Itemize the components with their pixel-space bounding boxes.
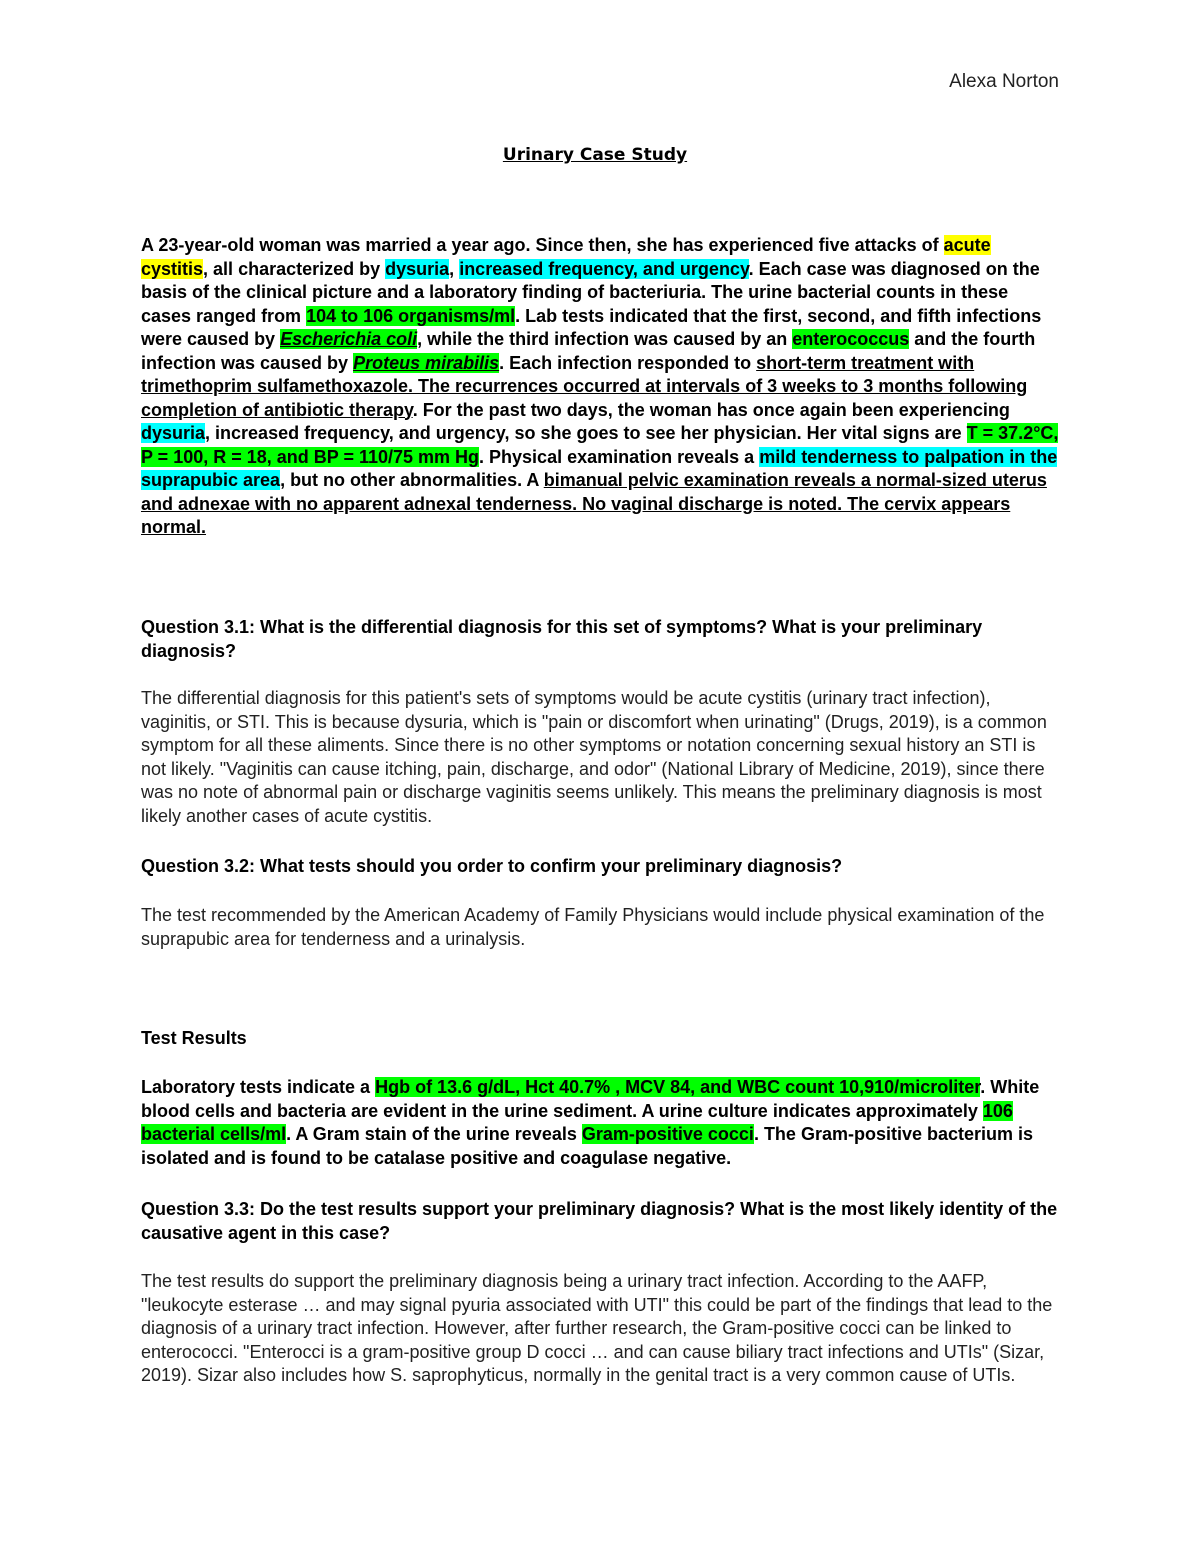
case-text: , increased frequency, and urgency, so she goes to see her physician. Her vital signs are <box>205 423 967 443</box>
case-text: . Each case was diagnosed on the basis of the clinical picture and a laboratory finding of bacteriuria. The urine bacterial counts in these cases ranged from <box>141 258 1040 326</box>
results-text: Laboratory tests indicate a <box>141 1077 376 1097</box>
results-text: . A Gram stain of the urine reveals <box>286 1124 582 1144</box>
case-text: A 23-year-old woman was married a year ago. Since then, she has experienced five attacks of <box>141 235 944 255</box>
test-results-text <box>141 1076 1061 1170</box>
author-name: Alexa Norton <box>949 71 1059 92</box>
case-text: . Each infection responded to <box>499 352 757 373</box>
underlined-pelvic-exam: bimanual pelvic examination reveals a normal-sized uterus and adnexae with no apparent adnexal tenderness. No vaginal discharge is noted. The cervix appears normal. <box>141 470 1047 537</box>
highlight-dysuria-2: dysuria <box>141 423 206 443</box>
highlight-bacterial-count: 104 to 106 organisms/ml <box>306 305 516 326</box>
page-title: Urinary Case Study <box>502 145 688 165</box>
case-description <box>141 234 1061 540</box>
highlight-tenderness: mild tenderness to palpation in the suprapubic area <box>141 446 1058 490</box>
case-text: . Lab tests indicated that the first, second, and fifth infections were caused by <box>141 305 1042 349</box>
question-3-2: Question 3.2: What tests should you order to confirm your preliminary diagnosis? <box>141 856 843 876</box>
answer-3-2: The test recommended by the American Academy of Family Physicians would include physical examination of the suprapubic area for tenderness and a urinalysis. <box>141 905 1045 949</box>
case-text: , <box>449 258 460 279</box>
question-3-1: Question 3.1: What is the differential diagnosis for this set of symptoms? What is your preliminary diagnosis? <box>141 617 983 661</box>
case-text: and the fourth infection was caused by <box>141 329 1036 373</box>
case-text: , but no other abnormalities. A <box>280 470 544 490</box>
highlight-acute-cystitis: acute cystitis <box>141 235 991 279</box>
highlight-enterococcus: enterococcus <box>792 329 910 349</box>
question-3-3: Question 3.3: Do the test results support your preliminary diagnosis? What is the most likely identity of the causative agent in this case? <box>141 1199 1058 1243</box>
highlight-proteus: Proteus mirabilis <box>353 352 500 373</box>
answer-3-3: The test results do support the preliminary diagnosis being a urinary tract infection. According to the AAFP, "leukocyte esterase … and may signal pyuria associated with UTI" this could be part of the findings that lead to the diagnosis of a urinary tract infection. However, after further research, the Gram-positive cocci can be linked to enterococci. "Enterocci is a gram-positive group D cocci … and can cause biliary tract infections and UTIs" (Sizar, 2019). Sizar also includes how S. saprophyticus, normally in the genital tract is a very common cause of UTIs. <box>141 1271 1053 1385</box>
highlight-gram-positive: Gram-positive cocci <box>581 1124 754 1144</box>
case-text: , all characterized by <box>203 258 386 279</box>
highlight-dysuria: dysuria <box>385 258 450 279</box>
results-text: . White blood cells and bacteria are evident in the urine sediment. A urine culture indicates approximately <box>141 1077 1040 1121</box>
underlined-treatment: short-term treatment with trimethoprim sulfamethoxazole. The recurrences occurred at intervals of 3 weeks to 3 months following completion of antibiotic therapy <box>141 352 1028 420</box>
case-text: . Physical examination reveals a <box>479 446 760 467</box>
answer-3-1: The differential diagnosis for this patient's sets of symptoms would be acute cystitis (urinary tract infection), vaginitis, or STI. This is because dysuria, which is "pain or discomfort when urinating" (Drugs, 2019), is a common symptom for all these aliments. Since there is no other symptoms or notation concerning sexual history an STI is not likely. "Vaginitis can cause itching, pain, discharge, and odor" (National Library of Medicine, 2019), since there was no note of abnormal pain or discharge vaginitis seems unlikely. This means the preliminary diagnosis is most likely another cases of acute cystitis. <box>141 688 1047 826</box>
results-text: . The Gram-positive bacterium is isolated and is found to be catalase positive and coagulase negative. <box>141 1124 1034 1168</box>
case-text: . For the past two days, the woman has once again been experiencing <box>412 399 1010 420</box>
highlight-frequency-urgency: increased frequency, and urgency <box>459 258 749 279</box>
highlight-lab-values: Hgb of 13.6 g/dL, Hct 40.7% , MCV 84, and WBC count 10,910/microliter <box>375 1077 981 1097</box>
highlight-bacterial-cells: 106 bacterial cells/ml <box>141 1100 1013 1144</box>
highlight-e-coli: Escherichia coli <box>280 329 418 349</box>
case-text: , while the third infection was caused by an <box>417 329 793 349</box>
highlight-vital-signs: T = 37.2°C, P = 100, R = 18, and BP = 110/75 mm Hg <box>141 423 1059 467</box>
section-heading-test-results: Test Results <box>141 1028 247 1048</box>
